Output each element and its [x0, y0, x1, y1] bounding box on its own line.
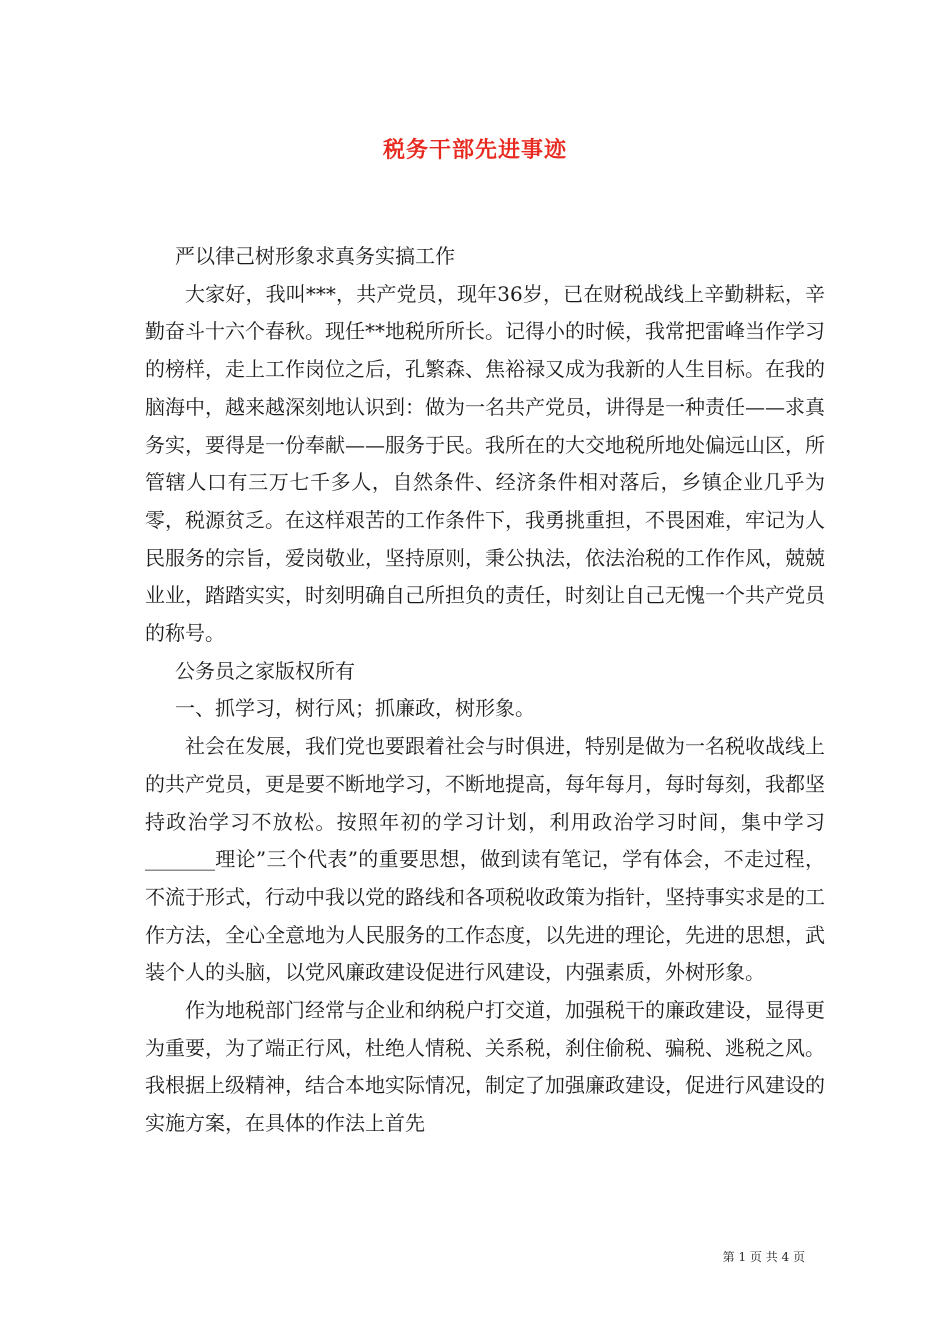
paragraph-copyright: 公务员之家版权所有: [175, 658, 355, 683]
paragraph-subtitle: 严以律己树形象求真务实搞工作: [175, 244, 455, 268]
page-number: 第 1 页 共 4 页: [722, 1250, 805, 1264]
paragraph-integrity: 作为地税部门经常与企业和纳税户打交道，加强税干的廉政建设，显得更为重要，为了端正行风，杜绝人情税、关系税，刹住偷税、骗税、逃税之风。我根据上级精神，结合本地实际情况，制定了加强廉政建设，促进行风建设的实施方案，在具体的作法上首先: [145, 998, 825, 1136]
document-title: 税务干部先进事迹: [382, 137, 567, 163]
paragraph-section-heading: 一、抓学习，树行风；抓廉政，树形象。: [175, 696, 535, 721]
document-body: [145, 238, 825, 1143]
paragraph-intro: 大家好，我叫***，共产党员，现年36岁，已在财税战线上辛勤耕耘，辛勤奋斗十六个春秋。现任**地税所所长。记得小的时候，我常把雷峰当作学习的榜样，走上工作岗位之后，孔繁森、焦裕禄又成为我新的人生目标。在我的脑海中，越来越深刻地认识到：做为一名共产党员，讲得是一种责任——求真务实，要得是一份奉献——服务于民。我所在的大交地税所地处偏远山区，所管辖人口有三万七千多人，自然条件、经济条件相对落后，乡镇企业几乎为零，税源贫乏。在这样艰苦的工作条件下，我勇挑重担，不畏困难，牢记为人民服务的宗旨，爱岗敬业，坚持原则，秉公执法，依法治税的工作作风，兢兢业业，踏踏实实，时刻明确自己所担负的责任，时刻让自己无愧一个共产党员的称号。: [145, 281, 825, 646]
paragraph-study: 社会在发展，我们党也要跟着社会与时俱进，特别是做为一名税收战线上的共产党员，更是要不断地学习，不断地提高，每年每月，每时每刻，我都坚持政治学习不放松。按照年初的学习计划，利用政治学习时间，集中学习_______理论”三个代表”的重要思想，做到读有笔记，学有体会，不走过程，不流于形式，行动中我以党的路线和各项税收政策为指针，坚持事实求是的工作方法，全心全意地为人民服务的工作态度，以先进的理论，先进的思想，武装个人的头脑，以党风廉政建设促进行风建设，内强素质，外树形象。: [145, 734, 825, 985]
